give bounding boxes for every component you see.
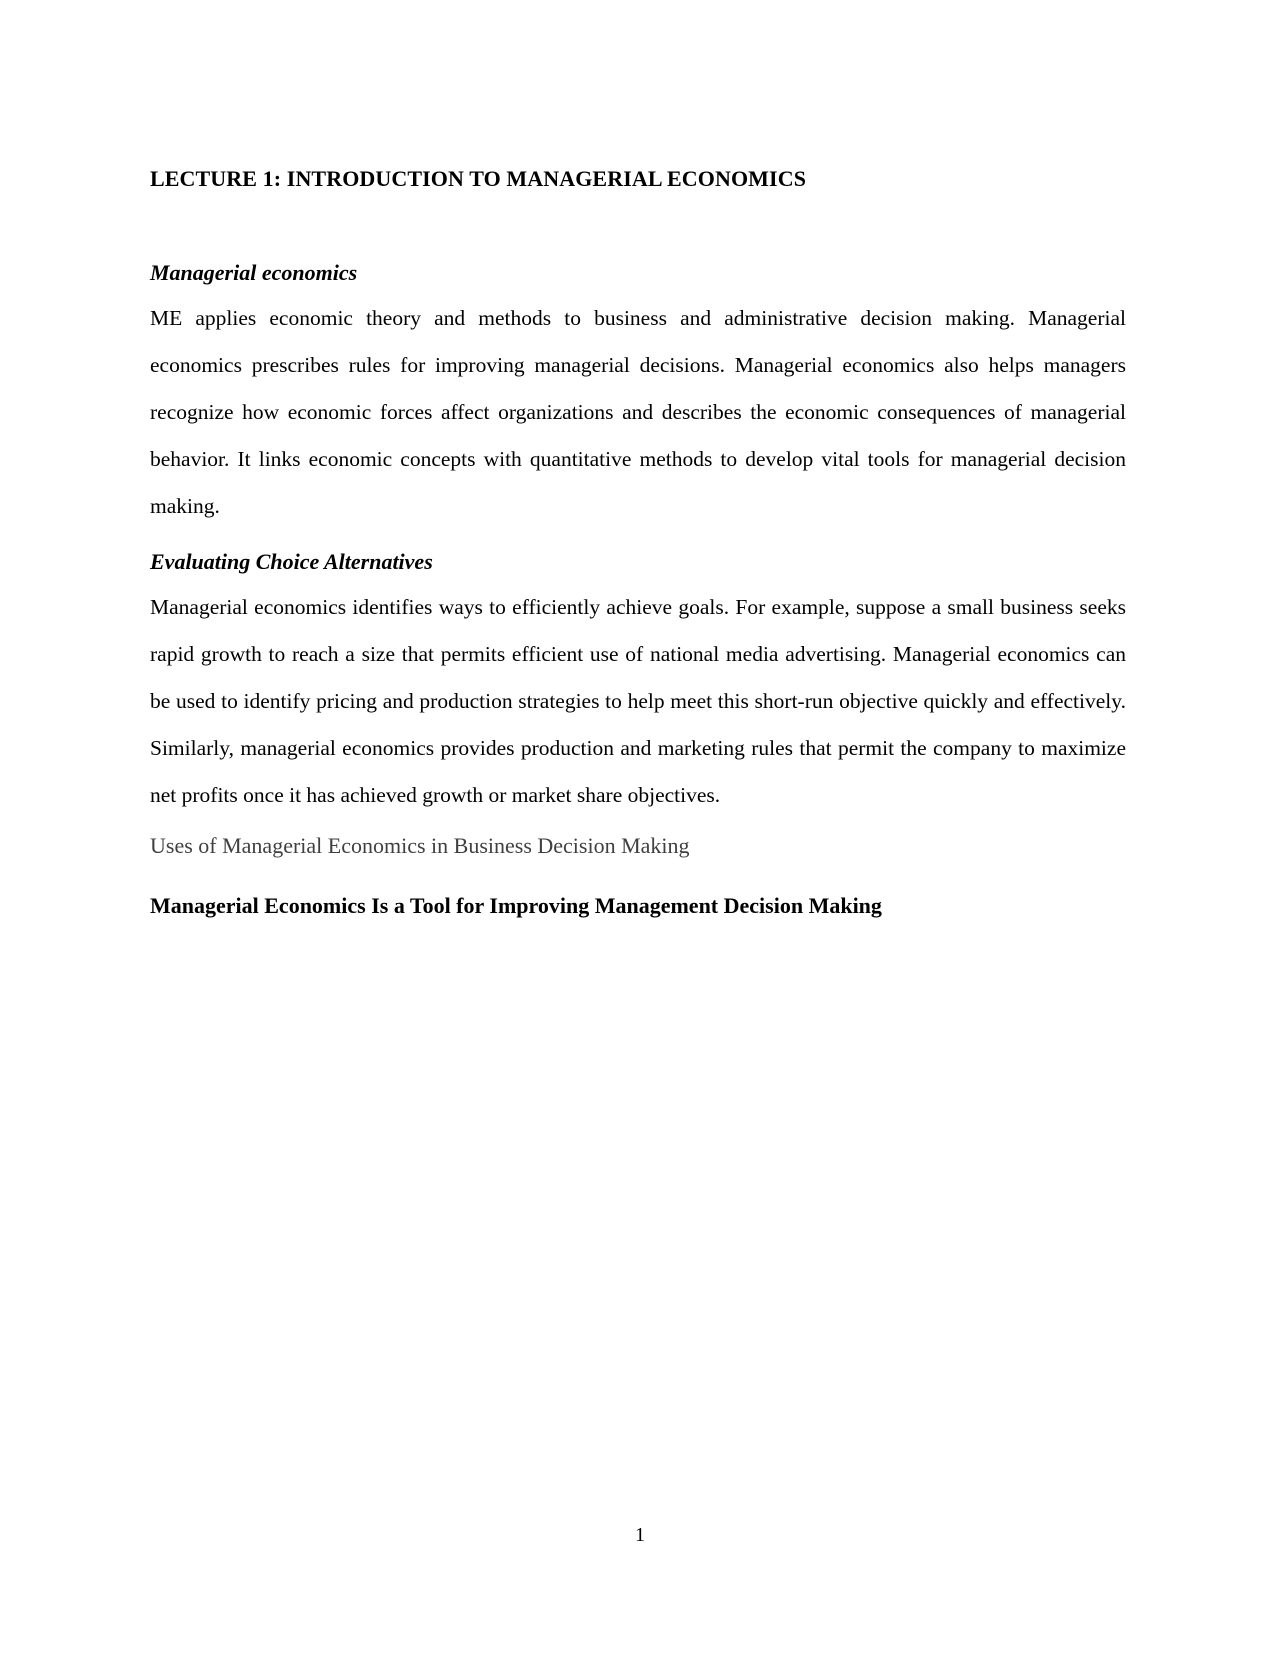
page-number: 1 xyxy=(635,1524,645,1546)
paragraph-managerial-economics: ME applies economic theory and methods to business and administrative decision making. Managerial economics prescribes rules for improving managerial decisions. Managerial economics also helps managers recognize how economic forces affect organizations and describes the economic consequences of managerial behavior. It links economic concepts with quantitative methods to develop vital tools for managerial decision making. xyxy=(150,306,1126,518)
tool-heading: Managerial Economics Is a Tool for Improving Management Decision Making xyxy=(150,893,882,918)
paragraph-evaluating-choice-alternatives: Managerial economics identifies ways to efficiently achieve goals. For example, suppose a small business seeks rapid growth to reach a size that permits efficient use of national media advertising. Managerial economics can be used to identify pricing and production strategies to help meet this short-run objective quickly and effectively. Similarly, managerial economics provides production and marketing rules that permit the company to maximize net profits once it has achieved growth or market share objectives. xyxy=(150,595,1126,807)
section-heading-evaluating-choice-alternatives: Evaluating Choice Alternatives xyxy=(150,549,433,574)
page-title: LECTURE 1: INTRODUCTION TO MANAGERIAL ECONOMICS xyxy=(150,166,807,191)
document-body xyxy=(150,165,1126,921)
section-heading-managerial-economics: Managerial economics xyxy=(150,260,358,285)
uses-heading: Uses of Managerial Economics in Business Decision Making xyxy=(150,833,690,858)
